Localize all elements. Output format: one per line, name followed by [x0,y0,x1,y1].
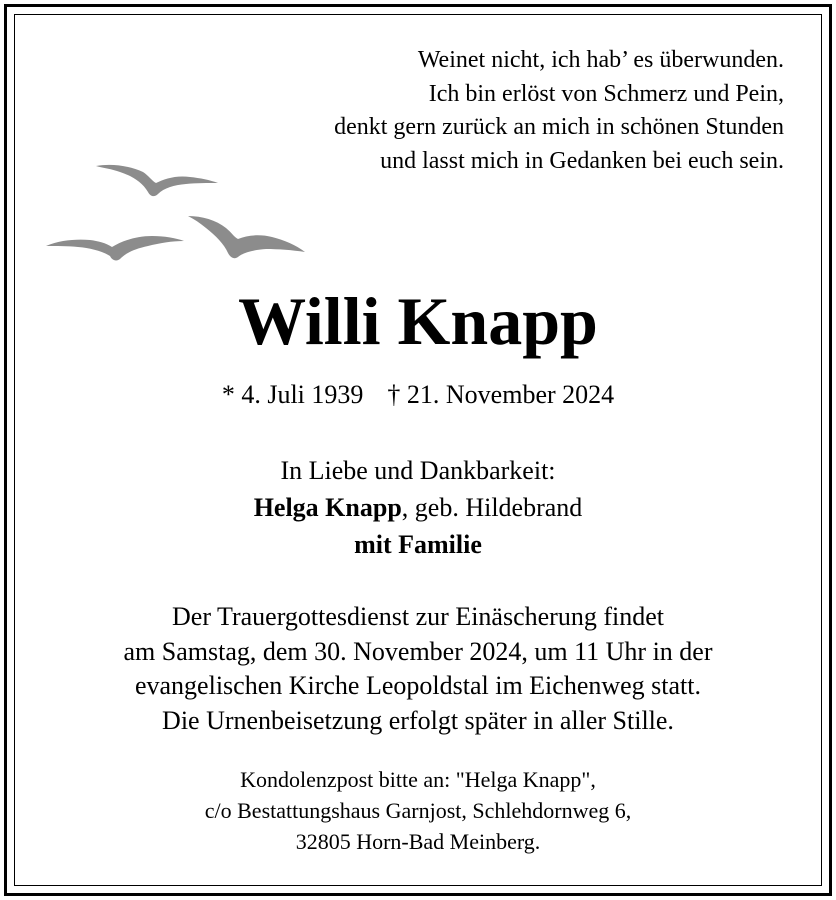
family-intro: In Liebe und Dankbarkeit: [280,456,556,485]
bird-icon [96,165,218,196]
bird-icon [188,216,305,258]
life-dates [0,378,836,412]
service-line: Der Trauergottesdienst zur Einäscherung findet [172,602,664,631]
family-closing: mit Familie [354,530,482,559]
service-line: evangelischen Kirche Leopoldstal im Eichenweg statt. [134,671,702,700]
spouse-maiden-name: , geb. Hildebrand [401,493,583,522]
birth-date: * 4. Juli 1939 [221,380,364,409]
service-line: Die Urnenbeisetzung erfolgt später in aller Stille. [162,705,674,735]
flying-birds-icon [40,150,320,270]
contact-line: Kondolenzpost bitte an: "Helga Knapp", [240,767,596,792]
condolence-address [0,764,836,857]
service-announcement [0,600,836,738]
contact-line: c/o Bestattungshaus Garnjost, Schlehdornweg 6, [204,798,632,823]
deceased-name: Willi Knapp [238,283,598,359]
poem-line: denkt gern zurück an mich in schönen Stunden [334,114,784,140]
poem-line: Ich bin erlöst von Schmerz und Pein, [428,80,784,107]
spouse-name: Helga Knapp [253,493,402,522]
family-spouse-line [0,489,836,526]
service-line: am Samstag, dem 30. November 2024, um 11 Uhr in der [123,636,713,666]
poem-line: Weinet nicht, ich hab’ es überwunden. [417,47,784,73]
poem [334,44,784,178]
death-date: † 21. November 2024 [387,380,615,409]
poem-line: und lasst mich in Gedanken bei euch sein. [380,147,784,174]
bird-icon [46,236,184,260]
family-signature [0,452,836,563]
contact-line: 32805 Horn-Bad Meinberg. [295,829,541,854]
